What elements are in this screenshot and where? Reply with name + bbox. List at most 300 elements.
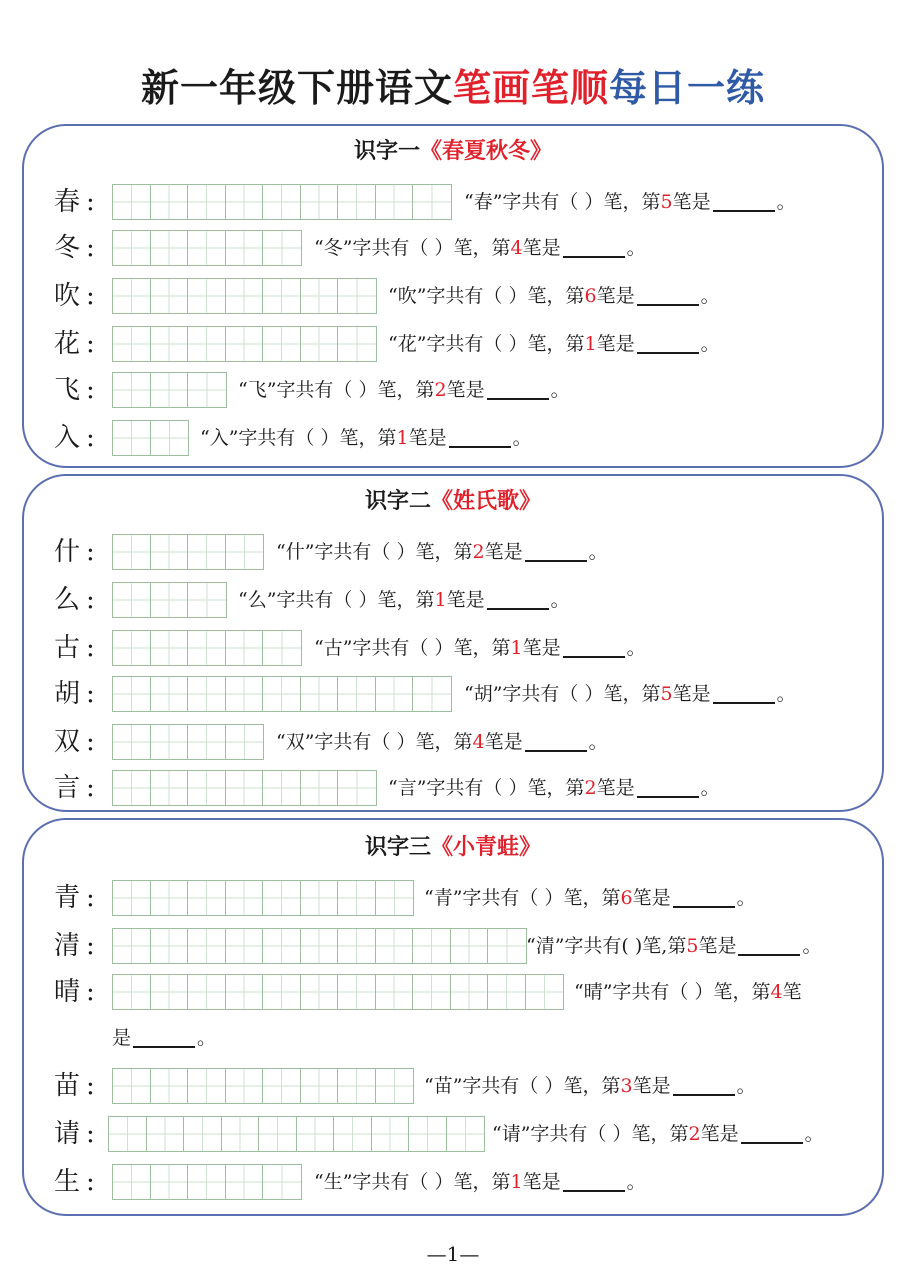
question-suffix: 笔是 bbox=[632, 1075, 671, 1097]
target-character: 双 bbox=[54, 727, 81, 757]
answer-blank[interactable] bbox=[563, 1166, 625, 1192]
writing-cell[interactable] bbox=[113, 583, 151, 617]
stroke-question bbox=[276, 530, 608, 574]
writing-cell[interactable] bbox=[188, 881, 226, 915]
writing-cell[interactable] bbox=[188, 1069, 226, 1103]
writing-cell[interactable] bbox=[222, 1117, 260, 1151]
stroke-number: 2 bbox=[688, 1123, 701, 1145]
question-suffix: 笔是 bbox=[596, 777, 635, 799]
stroke-number: 5 bbox=[660, 683, 673, 705]
writing-cell[interactable] bbox=[151, 1165, 189, 1199]
writing-cell[interactable] bbox=[338, 929, 376, 963]
writing-cell[interactable] bbox=[113, 1165, 151, 1199]
stroke-question bbox=[388, 322, 720, 366]
answer-blank[interactable] bbox=[637, 328, 699, 354]
writing-grid bbox=[112, 630, 302, 666]
stroke-number: 1 bbox=[396, 427, 409, 449]
stroke-number: 1 bbox=[584, 333, 597, 355]
question-end: 。 bbox=[776, 683, 796, 705]
character-colon: : bbox=[86, 679, 95, 709]
writing-cell[interactable] bbox=[147, 1117, 185, 1151]
writing-cell[interactable] bbox=[301, 279, 339, 313]
stroke-number: 4 bbox=[770, 981, 783, 1003]
writing-grid bbox=[112, 230, 302, 266]
target-character: 青 bbox=[54, 883, 81, 913]
answer-blank[interactable] bbox=[713, 678, 775, 704]
writing-cell[interactable] bbox=[263, 929, 301, 963]
stroke-question bbox=[314, 626, 646, 670]
writing-grid bbox=[112, 420, 189, 456]
writing-grid bbox=[112, 372, 227, 408]
section-title bbox=[24, 486, 882, 516]
stroke-question bbox=[314, 1160, 646, 1204]
question-suffix: 笔是 bbox=[484, 731, 523, 753]
stroke-number: 2 bbox=[472, 541, 485, 563]
target-character: 生 bbox=[54, 1167, 81, 1197]
stroke-question bbox=[464, 672, 796, 716]
question-text: “胡”字共有（ ）笔，第 bbox=[464, 683, 661, 705]
stroke-question bbox=[388, 274, 720, 318]
writing-cell[interactable] bbox=[188, 231, 226, 265]
writing-cell[interactable] bbox=[226, 1069, 264, 1103]
writing-grid bbox=[112, 676, 452, 712]
writing-cell[interactable] bbox=[263, 975, 301, 1009]
character-colon: : bbox=[86, 423, 95, 453]
question-suffix: 笔 bbox=[782, 981, 802, 1003]
writing-cell[interactable] bbox=[338, 1069, 376, 1103]
writing-cell[interactable] bbox=[376, 881, 414, 915]
stroke-number: 5 bbox=[660, 191, 673, 213]
character-colon: : bbox=[86, 773, 95, 803]
answer-blank[interactable] bbox=[525, 726, 587, 752]
stroke-question bbox=[424, 1064, 756, 1108]
writing-grid bbox=[112, 880, 414, 916]
question-end: 。 bbox=[588, 731, 608, 753]
writing-cell[interactable] bbox=[226, 327, 264, 361]
writing-cell[interactable] bbox=[338, 185, 376, 219]
writing-grid bbox=[112, 1164, 302, 1200]
answer-blank[interactable] bbox=[563, 632, 625, 658]
question-suffix: 笔是 bbox=[408, 427, 447, 449]
stroke-question bbox=[492, 1112, 824, 1156]
stroke-question bbox=[526, 924, 821, 968]
question-text: “飞”字共有（ ）笔，第 bbox=[238, 379, 435, 401]
writing-cell[interactable] bbox=[113, 185, 151, 219]
stroke-question bbox=[314, 226, 646, 270]
stroke-number: 2 bbox=[584, 777, 597, 799]
character-colon: : bbox=[86, 1167, 95, 1197]
target-character: 清 bbox=[54, 931, 81, 961]
question-text: “冬”字共有（ ）笔，第 bbox=[314, 237, 511, 259]
writing-cell[interactable] bbox=[151, 373, 189, 407]
writing-cell[interactable] bbox=[113, 279, 151, 313]
writing-cell[interactable] bbox=[372, 1117, 410, 1151]
answer-blank[interactable] bbox=[673, 882, 735, 908]
writing-cell[interactable] bbox=[113, 1069, 151, 1103]
writing-cell[interactable] bbox=[188, 1165, 226, 1199]
character-colon: : bbox=[86, 375, 95, 405]
target-character: 晴 bbox=[54, 977, 81, 1007]
question-suffix: 笔是 bbox=[446, 379, 485, 401]
writing-cell[interactable] bbox=[151, 929, 189, 963]
writing-cell[interactable] bbox=[526, 975, 564, 1009]
question-suffix: 笔是 bbox=[596, 285, 635, 307]
writing-cell[interactable] bbox=[151, 231, 189, 265]
character-colon: : bbox=[86, 537, 95, 567]
question-end: 。 bbox=[512, 427, 532, 449]
writing-cell[interactable] bbox=[113, 373, 151, 407]
writing-cell[interactable] bbox=[184, 1117, 222, 1151]
question-end: 。 bbox=[197, 1027, 217, 1049]
question-end: 。 bbox=[626, 1171, 646, 1193]
question-text: “双”字共有（ ）笔，第 bbox=[276, 731, 473, 753]
question-suffix: 笔是 bbox=[698, 935, 737, 957]
writing-cell[interactable] bbox=[226, 1165, 264, 1199]
exercise-row bbox=[24, 1064, 886, 1108]
question-continuation bbox=[112, 1016, 216, 1060]
stroke-number: 4 bbox=[510, 237, 523, 259]
stroke-number: 6 bbox=[584, 285, 597, 307]
question-end: 。 bbox=[804, 1123, 824, 1145]
page-number: —1— bbox=[426, 1242, 480, 1266]
exercise-row bbox=[24, 924, 886, 968]
exercise-row bbox=[24, 766, 886, 810]
character-colon: : bbox=[86, 281, 95, 311]
writing-cell[interactable] bbox=[113, 327, 151, 361]
writing-cell[interactable] bbox=[338, 279, 376, 313]
target-character: 苗 bbox=[54, 1071, 81, 1101]
writing-cell[interactable] bbox=[188, 535, 226, 569]
writing-cell[interactable] bbox=[113, 231, 151, 265]
writing-cell[interactable] bbox=[376, 677, 414, 711]
answer-blank[interactable] bbox=[713, 186, 775, 212]
target-character: 吹 bbox=[54, 281, 81, 311]
target-character: 飞 bbox=[54, 375, 81, 405]
stroke-number: 6 bbox=[620, 887, 633, 909]
section-lesson-name: 《小青蛙》 bbox=[431, 834, 542, 860]
writing-cell[interactable] bbox=[488, 929, 526, 963]
exercise-row bbox=[24, 226, 886, 270]
stroke-number: 1 bbox=[510, 1171, 523, 1193]
writing-cell[interactable] bbox=[226, 677, 264, 711]
writing-cell[interactable] bbox=[188, 373, 226, 407]
stroke-number: 3 bbox=[620, 1075, 633, 1097]
question-end: 。 bbox=[776, 191, 796, 213]
page-title bbox=[0, 62, 906, 114]
answer-blank[interactable] bbox=[133, 1022, 195, 1048]
writing-grid bbox=[112, 724, 264, 760]
writing-cell[interactable] bbox=[451, 929, 489, 963]
question-suffix: 笔是 bbox=[672, 683, 711, 705]
answer-blank[interactable] bbox=[563, 232, 625, 258]
writing-cell[interactable] bbox=[301, 1069, 339, 1103]
exercise-row bbox=[24, 720, 886, 764]
question-text: “青”字共有（ ）笔，第 bbox=[424, 887, 621, 909]
exercise-row bbox=[24, 368, 886, 412]
writing-cell[interactable] bbox=[263, 279, 301, 313]
target-character: 胡 bbox=[54, 679, 81, 709]
writing-cell[interactable] bbox=[376, 975, 414, 1009]
writing-cell[interactable] bbox=[297, 1117, 335, 1151]
answer-blank[interactable] bbox=[449, 422, 511, 448]
exercise-row bbox=[24, 578, 886, 622]
exercise-row bbox=[24, 1112, 886, 1156]
target-character: 入 bbox=[54, 423, 81, 453]
writing-cell[interactable] bbox=[188, 725, 226, 759]
writing-cell[interactable] bbox=[334, 1117, 372, 1151]
writing-cell[interactable] bbox=[151, 631, 189, 665]
question-end: 。 bbox=[802, 935, 822, 957]
section-prefix: 识字三 bbox=[364, 834, 431, 860]
question-text: “清”字共有( )笔,第 bbox=[526, 935, 687, 957]
writing-cell[interactable] bbox=[226, 631, 264, 665]
writing-cell[interactable] bbox=[488, 975, 526, 1009]
writing-cell[interactable] bbox=[376, 185, 414, 219]
question-text: “入”字共有（ ）笔，第 bbox=[200, 427, 397, 449]
writing-cell[interactable] bbox=[338, 771, 376, 805]
writing-cell[interactable] bbox=[338, 975, 376, 1009]
exercise-row bbox=[24, 970, 886, 1014]
writing-cell[interactable] bbox=[188, 771, 226, 805]
question-text: “古”字共有（ ）笔，第 bbox=[314, 637, 511, 659]
answer-blank[interactable] bbox=[741, 1118, 803, 1144]
question-end: 。 bbox=[700, 285, 720, 307]
writing-cell[interactable] bbox=[188, 929, 226, 963]
question-text: “苗”字共有（ ）笔，第 bbox=[424, 1075, 621, 1097]
writing-cell[interactable] bbox=[151, 1069, 189, 1103]
question-end: 。 bbox=[626, 237, 646, 259]
writing-cell[interactable] bbox=[263, 771, 301, 805]
writing-cell[interactable] bbox=[226, 279, 264, 313]
writing-cell[interactable] bbox=[413, 677, 451, 711]
writing-cell[interactable] bbox=[113, 929, 151, 963]
writing-cell[interactable] bbox=[413, 975, 451, 1009]
exercise-row bbox=[24, 626, 886, 670]
stroke-question bbox=[200, 416, 532, 460]
exercise-row bbox=[24, 322, 886, 366]
question-end: 。 bbox=[736, 887, 756, 909]
writing-cell[interactable] bbox=[188, 279, 226, 313]
writing-cell[interactable] bbox=[188, 327, 226, 361]
target-character: 春 bbox=[54, 187, 81, 217]
question-text: “吹”字共有（ ）笔，第 bbox=[388, 285, 585, 307]
writing-cell[interactable] bbox=[113, 881, 151, 915]
character-colon: : bbox=[86, 727, 95, 757]
question-suffix: 笔是 bbox=[522, 1171, 561, 1193]
character-colon: : bbox=[86, 977, 95, 1007]
writing-cell[interactable] bbox=[113, 975, 151, 1009]
writing-cell[interactable] bbox=[259, 1117, 297, 1151]
writing-cell[interactable] bbox=[301, 327, 339, 361]
target-character: 古 bbox=[54, 633, 81, 663]
writing-cell[interactable] bbox=[151, 421, 189, 455]
writing-cell[interactable] bbox=[226, 975, 264, 1009]
question-end: 。 bbox=[700, 777, 720, 799]
writing-grid bbox=[112, 184, 452, 220]
stroke-question bbox=[238, 368, 570, 412]
question-suffix: 笔是 bbox=[672, 191, 711, 213]
writing-cell[interactable] bbox=[226, 771, 264, 805]
writing-cell[interactable] bbox=[338, 881, 376, 915]
writing-cell[interactable] bbox=[151, 535, 189, 569]
writing-cell[interactable] bbox=[409, 1117, 447, 1151]
writing-cell[interactable] bbox=[447, 1117, 485, 1151]
writing-cell[interactable] bbox=[226, 929, 264, 963]
exercise-row bbox=[24, 876, 886, 920]
writing-cell[interactable] bbox=[188, 631, 226, 665]
section-title bbox=[24, 832, 882, 862]
question-text: “晴”字共有（ ）笔，第 bbox=[574, 981, 771, 1003]
writing-cell[interactable] bbox=[413, 185, 451, 219]
writing-cell[interactable] bbox=[151, 881, 189, 915]
exercise-row bbox=[24, 274, 886, 318]
target-character: 花 bbox=[54, 329, 81, 359]
writing-grid bbox=[112, 534, 264, 570]
writing-cell[interactable] bbox=[113, 421, 151, 455]
writing-cell[interactable] bbox=[113, 677, 151, 711]
stroke-number: 1 bbox=[434, 589, 447, 611]
writing-grid bbox=[112, 770, 377, 806]
writing-cell[interactable] bbox=[338, 327, 376, 361]
character-colon: : bbox=[86, 585, 95, 615]
writing-cell[interactable] bbox=[263, 231, 301, 265]
question-end: 。 bbox=[588, 541, 608, 563]
writing-grid bbox=[112, 278, 377, 314]
writing-cell[interactable] bbox=[263, 1165, 301, 1199]
character-colon: : bbox=[86, 931, 95, 961]
writing-cell[interactable] bbox=[113, 631, 151, 665]
writing-cell[interactable] bbox=[188, 185, 226, 219]
writing-cell[interactable] bbox=[226, 881, 264, 915]
writing-cell[interactable] bbox=[151, 583, 189, 617]
exercise-row bbox=[24, 180, 886, 224]
character-colon: : bbox=[86, 883, 95, 913]
writing-cell[interactable] bbox=[376, 929, 414, 963]
writing-cell[interactable] bbox=[263, 631, 301, 665]
answer-blank[interactable] bbox=[637, 772, 699, 798]
question-end: 。 bbox=[550, 589, 570, 611]
question-end: 。 bbox=[700, 333, 720, 355]
writing-cell[interactable] bbox=[188, 975, 226, 1009]
writing-cell[interactable] bbox=[151, 975, 189, 1009]
writing-cell[interactable] bbox=[338, 677, 376, 711]
character-colon: : bbox=[86, 1071, 95, 1101]
writing-cell[interactable] bbox=[151, 725, 189, 759]
target-character: 言 bbox=[54, 773, 81, 803]
answer-blank[interactable] bbox=[525, 536, 587, 562]
character-colon: : bbox=[86, 329, 95, 359]
character-colon: : bbox=[86, 633, 95, 663]
stroke-question bbox=[574, 970, 802, 1014]
answer-blank[interactable] bbox=[637, 280, 699, 306]
writing-grid bbox=[112, 582, 227, 618]
section-title bbox=[24, 136, 882, 166]
question-suffix: 笔是 bbox=[522, 637, 561, 659]
title-blue-part: 每日一练 bbox=[609, 66, 766, 110]
section-lesson-name: 《春夏秋冬》 bbox=[420, 138, 553, 164]
section-lesson-2 bbox=[22, 474, 884, 812]
writing-grid bbox=[108, 1116, 485, 1152]
writing-cell[interactable] bbox=[151, 677, 189, 711]
question-suffix: 笔是 bbox=[446, 589, 485, 611]
question-text: “什”字共有（ ）笔，第 bbox=[276, 541, 473, 563]
stroke-question bbox=[276, 720, 608, 764]
answer-blank[interactable] bbox=[487, 584, 549, 610]
question-suffix: 笔是 bbox=[700, 1123, 739, 1145]
stroke-question bbox=[424, 876, 756, 920]
writing-cell[interactable] bbox=[226, 725, 264, 759]
continuation-text: 是 bbox=[112, 1027, 132, 1049]
title-black-part: 新一年级下册语文 bbox=[140, 66, 453, 110]
character-colon: : bbox=[86, 233, 95, 263]
writing-cell[interactable] bbox=[151, 771, 189, 805]
writing-cell[interactable] bbox=[301, 881, 339, 915]
writing-cell[interactable] bbox=[151, 327, 189, 361]
exercise-row bbox=[24, 672, 886, 716]
writing-cell[interactable] bbox=[113, 725, 151, 759]
question-end: 。 bbox=[550, 379, 570, 401]
writing-cell[interactable] bbox=[263, 881, 301, 915]
section-prefix: 识字一 bbox=[353, 138, 420, 164]
writing-cell[interactable] bbox=[151, 279, 189, 313]
writing-cell[interactable] bbox=[188, 583, 226, 617]
writing-cell[interactable] bbox=[301, 975, 339, 1009]
writing-cell[interactable] bbox=[109, 1117, 147, 1151]
writing-grid bbox=[112, 928, 527, 964]
character-colon: : bbox=[86, 187, 95, 217]
target-character: 什 bbox=[54, 537, 81, 567]
answer-blank[interactable] bbox=[673, 1070, 735, 1096]
writing-cell[interactable] bbox=[301, 929, 339, 963]
writing-cell[interactable] bbox=[151, 185, 189, 219]
writing-cell[interactable] bbox=[301, 771, 339, 805]
writing-cell[interactable] bbox=[263, 677, 301, 711]
writing-cell[interactable] bbox=[113, 771, 151, 805]
question-suffix: 笔是 bbox=[522, 237, 561, 259]
target-character: 么 bbox=[54, 585, 81, 615]
question-text: “生”字共有（ ）笔，第 bbox=[314, 1171, 511, 1193]
writing-cell[interactable] bbox=[263, 1069, 301, 1103]
writing-cell[interactable] bbox=[226, 535, 264, 569]
character-colon: : bbox=[86, 1119, 95, 1149]
writing-cell[interactable] bbox=[301, 185, 339, 219]
section-prefix: 识字二 bbox=[364, 488, 431, 514]
writing-cell[interactable] bbox=[226, 185, 264, 219]
title-red-part: 笔画笔顺 bbox=[452, 66, 609, 110]
writing-cell[interactable] bbox=[188, 677, 226, 711]
stroke-question bbox=[464, 180, 796, 224]
section-lesson-1 bbox=[22, 124, 884, 468]
question-suffix: 笔是 bbox=[596, 333, 635, 355]
stroke-number: 2 bbox=[434, 379, 447, 401]
writing-cell[interactable] bbox=[263, 185, 301, 219]
writing-cell[interactable] bbox=[451, 975, 489, 1009]
answer-blank[interactable] bbox=[487, 374, 549, 400]
writing-cell[interactable] bbox=[263, 327, 301, 361]
stroke-number: 1 bbox=[510, 637, 523, 659]
section-lesson-3 bbox=[22, 818, 884, 1216]
writing-cell[interactable] bbox=[376, 1069, 414, 1103]
question-text: “花”字共有（ ）笔，第 bbox=[388, 333, 585, 355]
writing-cell[interactable] bbox=[226, 231, 264, 265]
exercise-row bbox=[24, 416, 886, 460]
stroke-question bbox=[238, 578, 570, 622]
writing-cell[interactable] bbox=[301, 677, 339, 711]
writing-cell[interactable] bbox=[113, 535, 151, 569]
writing-cell[interactable] bbox=[413, 929, 451, 963]
stroke-number: 5 bbox=[686, 935, 699, 957]
answer-blank[interactable] bbox=[738, 930, 800, 956]
